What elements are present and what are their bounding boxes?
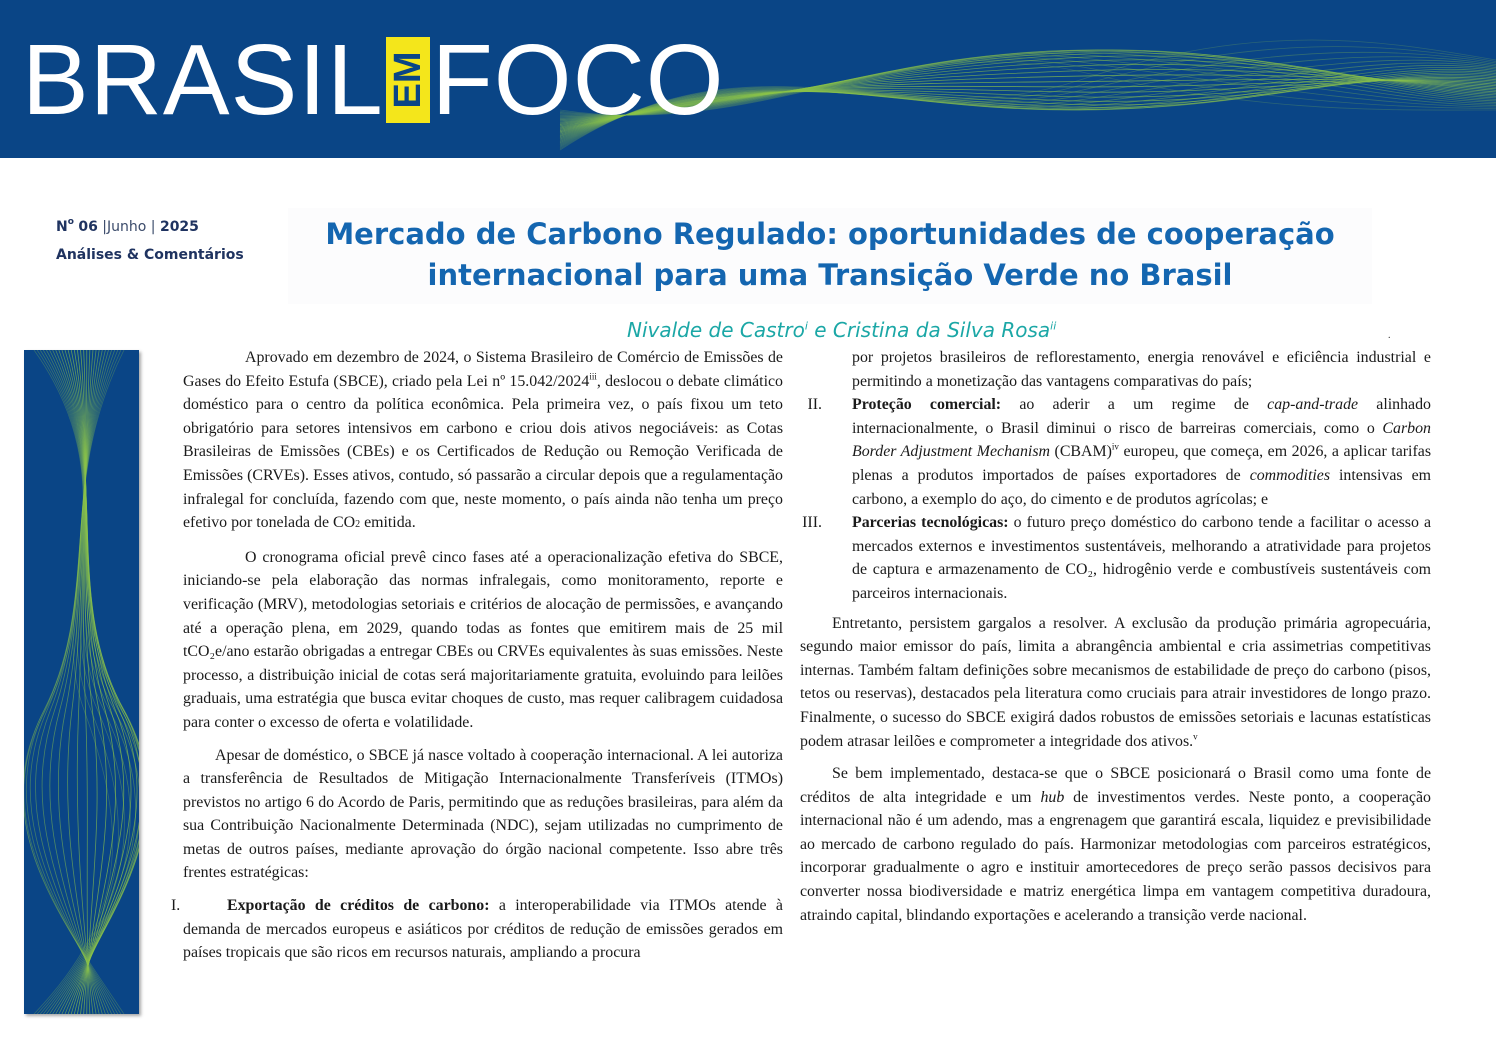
author-1-note: i [804,319,808,333]
paragraph-5-term-hub: hub [1040,788,1065,806]
list-item-3-text: o futuro preço doméstico do carbono tende a facilitar o acesso a mercados externos e investimentos sustentáveis, melhorando a atratividade para projetos de captura e armazenamento de CO₂, hidrogênio verde e combustíveis sustentáveis com parceiros internacionais. [852,514,1431,602]
issue-year: 2025 [159,219,199,235]
list-item-2-term-cap-and-trade: cap-and-trade [1267,396,1359,414]
list-item-2 [800,393,1431,511]
list-item-2-text-e: intensivas em carbono, a exemplo do aço, do cimento e de produtos agrícolas; e [852,466,1431,508]
author-2: Cristina da Silva Rosa [832,318,1051,342]
list-item-2-text-a: ao aderir a um regime de [1001,396,1268,414]
paragraph-3: Apesar de doméstico, o SBCE já nasce voltado à cooperação internacional. A lei autoriza a transferência de Resultados de Mitigação Internacionalmente Transferíveis (ITMOs) previstos no artigo 6 do Acordo de Paris, permitindo que as reduções brasileiras, para além da sua Contribuição Nacionalmente Determinada (NDC), sejam utilizadas no cumprimento de metas de outros países, mediante aprovação do órgão nacional competente. Isso abre três frentes estratégicas: [183,746,783,882]
section-label: Análises & Comentários [56,247,244,263]
header-banner [0,0,1496,158]
issue-month: |Junho | [102,219,156,235]
issue-number: 06 [78,219,98,235]
ribbon-wave-line [34,350,113,1014]
ribbon-wave-line [42,350,105,1014]
author-connector: e [807,318,833,342]
list-item-2-text-d: europeu, que começa, em 2026, a aplicar tarifas plenas a produtos importados de países exportadores de [852,443,1431,484]
logo-em-badge [386,37,430,123]
paragraph-4 [800,612,1431,754]
logo-text-foco: FOCO [431,24,725,136]
issue-prefix: N [56,219,68,235]
ribbon-wave-line [53,350,139,1014]
ribbon-wave-line [62,350,139,1014]
ribbon-wave-line [37,350,118,1014]
left-column [171,346,783,965]
list-item-2-number: II. [807,396,822,414]
paragraph-5-text-b: de investimentos verdes. Neste ponto, a cooperação internacional não é um adendo, mas a engrenagem que garantirá escala, liquidez e previsibilidade ao mercado de carbono regulado do país. Harmonizar metodologias com parceiros estratégicos, incorporar gradualmente o agro e instituir amortecedores de preço serão passos decisivos para converter nossa biodiversidade e matriz energética limpa em vantagem competitiva duradoura, atraindo capital, blindando exportações e acelerando a transição verde nacional. [800,788,1431,924]
footnote-ref-v: v [1193,731,1198,742]
footnote-ref-iv: iv [1111,442,1119,453]
paragraph-1-text-a: Aprovado em dezembro de 2024, o Sistema Brasileiro de Comércio de Emissões de Gases do Efeito Estufa (SBCE), criado pela Lei nº 15.042/2024 [183,349,783,390]
list-item-2-term-commodities: commodities [1249,466,1331,484]
paragraph-5-text-a: Se bem implementado, destaca-se que o SBCE posicionará o Brasil como uma fonte de créditos de alta integridade e um [800,765,1431,806]
list-item-2-title: Proteção comercial: [852,396,1002,414]
list-item-3 [800,511,1431,605]
footnote-ref-iii: iii [589,371,597,382]
ribbon-wave-line [30,350,111,1014]
list-item-1-title: Exportação de créditos de carbono: [227,897,490,915]
paragraph-1-text-b: , deslocou o debate climático doméstico para o centro da política econômica. Pela primeira vez, o país fixou um teto obrigatório para setores intensivos em carbono e criou dois ativos negociáveis: as Cotas Brasileiras de Emissões (CBEs) e os Certificados de Redução ou Remoção Verificada de Emissões (CRVEs). Esses ativos, contudo, só passarão a circular depois que a regulamentação infralegal for concluída, fazendo com que, neste momento, o país ainda não tenha um preço efetivo por tonelada de CO [183,372,783,532]
author-2-note: ii [1050,319,1057,333]
list-item-2-text-b: alinhado internacionalmente, o Brasil diminui o risco de barreiras comerciais, como o [852,396,1431,437]
ribbon-wave-line [24,350,118,1014]
list-item-2-text-c: (CBAM) [1049,443,1112,461]
article-title: Mercado de Carbono Regulado: oportunidades de cooperação internacional para uma Transição Verde no Brasil [325,217,1335,292]
stray-mark: . [1388,330,1391,341]
list-item-1-continued [800,346,1431,393]
issue-meta [56,219,244,263]
list-item-2-term-cbam: Carbon Border Adjustment Mechanism [852,419,1431,461]
issue-line [56,219,244,235]
paragraph-1 [183,346,783,537]
issue-prefix-sup: o [67,217,74,227]
side-ribbon [24,350,139,1014]
ribbon-wave-graphic [24,350,139,1014]
list-item-1-text: a interoperabilidade via ITMOs atende à demanda de mercados europeus e asiáticos por créditos de redução de emissões gerados em países tropicais que são ricos em recursos naturais, ampliando a procura [183,897,783,962]
paragraph-1-subscript: 2 [355,519,361,531]
list-item-1-number: I. [171,897,181,915]
paragraph-5 [800,762,1431,927]
paragraph-1-text-c: emitida. [360,514,416,532]
brand-logo [22,24,725,136]
logo-text-em: EM [386,51,429,109]
list-item-3-title: Parcerias tecnológicas: [852,514,1009,532]
article-authors [627,318,1056,342]
paragraph-2: O cronograma oficial prevê cinco fases até a operacionalização efetiva do SBCE, iniciando-se pela elaboração das normas infralegais, como monitoramento, reporte e verificação (MRV), metodologias setoriais e critérios de alocação de permissões, e avançando até a operação plena, em 2029, quando todas as fontes que emitirem mais de 25 mil tCO₂e/ano estarão obrigadas a entregar CBEs ou CRVEs equivalentes às suas emissões. Neste processo, a distribuição inicial de cotas será majoritariamente gratuita, evoluindo para leilões graduais, uma estratégia que busca evitar choques de custo, mas requer calibragem cuidadosa para conter o excesso de oferta e volatilidade. [183,548,783,731]
list-item-1 [171,894,783,965]
author-1: Nivalde de Castro [627,318,805,342]
paragraph-4-text: Entretanto, persistem gargalos a resolver. A exclusão da produção primária agropecuária, segundo maior emissor do país, limita a abrangência ambiental e cria assimetrias competitivas internas. Também faltam definições sobre mecanismos de estabilidade de preço do carbono (pisos, tetos ou reservas), destacados pela literatura como cruciais para atrair investidores de longo prazo. Finalmente, o sucesso do SBCE exigirá dados robustos de emissões setoriais e lacunas estatísticas podem atrasar leilões e comprometer a integridade dos ativos. [800,614,1431,750]
list-item-3-number: III. [802,514,822,532]
logo-text-brasil: BRASIL [22,24,384,136]
list-item-1-cont-text: por projetos brasileiros de reflorestamento, energia renovável e eficiência industrial e permitindo a monetização das vantagens comparativas do país; [852,349,1431,390]
right-column [800,346,1431,936]
